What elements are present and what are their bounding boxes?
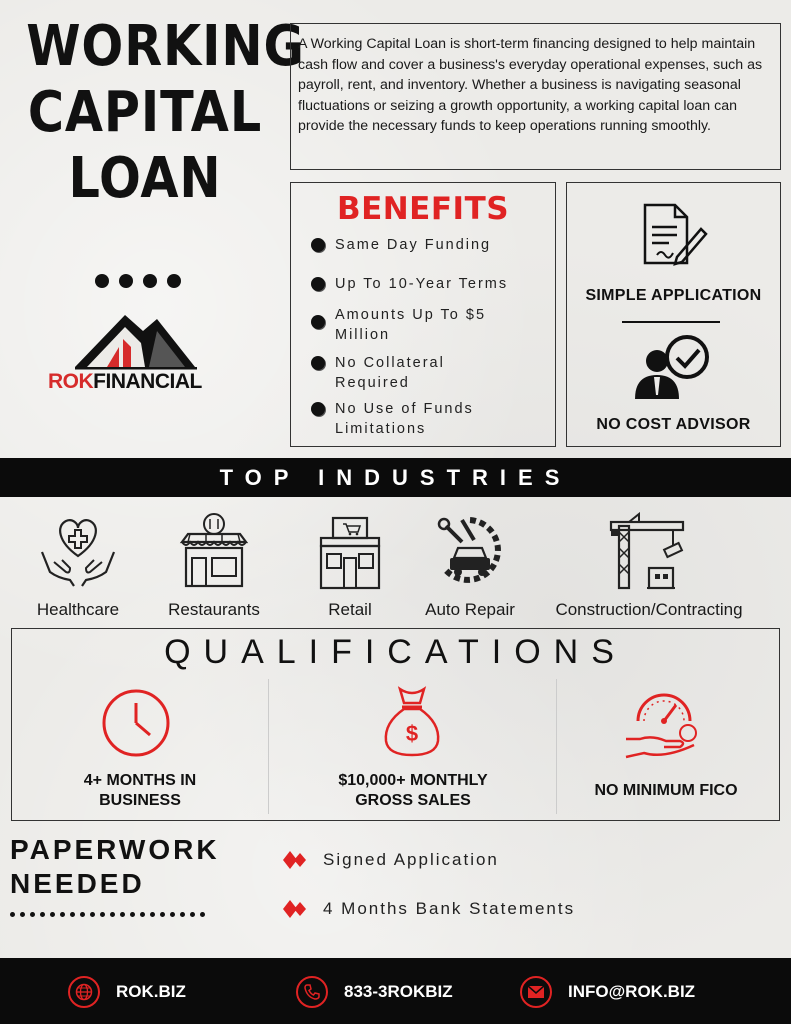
industry-label: Auto Repair: [425, 600, 515, 619]
benefit-item: [311, 399, 541, 439]
intro-paragraph: A Working Capital Loan is short-term financing designed to help maintain cash flow and cover a business's everyday operational expenses, such as payroll, rent, and inventory. Whether a business is navigating seasonal fluctuations or seizing a growth opportunity, a working capital loan can provide the necessary funds to keep operations running smoothly.: [290, 23, 781, 170]
crane-icon: [609, 512, 689, 590]
diamond-bullet-icon: [283, 899, 309, 919]
money-bag-icon: [380, 685, 444, 759]
paperwork-title-line: NEEDED: [10, 868, 145, 899]
paperwork-text: 4 Months Bank Statements: [323, 899, 576, 918]
footer-email[interactable]: [520, 976, 695, 1008]
no-cost-advisor-label: NO COST ADVISOR: [596, 416, 751, 433]
website-link[interactable]: ROK.BIZ: [116, 982, 186, 1001]
gauge-hand-icon: [624, 689, 706, 761]
title-line-3: LOAN: [68, 146, 222, 211]
title-line-1: WORKING: [26, 14, 305, 79]
paperwork-item: [283, 850, 499, 870]
industry-restaurants: [160, 512, 268, 619]
divider: [268, 679, 269, 814]
dollar-sign: $: [405, 721, 419, 746]
qualification-line: BUSINESS: [99, 792, 181, 809]
industry-construction: [540, 512, 758, 619]
industry-label: Restaurants: [168, 600, 260, 619]
benefit-text: No Use of Funds Limitations: [335, 401, 474, 437]
document-pen-icon: [639, 201, 709, 271]
benefit-text: Up To 10-Year Terms: [335, 276, 509, 292]
auto-repair-icon: [432, 512, 508, 590]
benefit-item: [311, 274, 541, 294]
divider: [622, 321, 720, 323]
bullet-icon: [311, 402, 325, 416]
decorative-dots: [95, 274, 181, 288]
industry-label: Retail: [328, 600, 372, 619]
industry-auto-repair: [416, 512, 524, 619]
footer-phone[interactable]: [296, 976, 453, 1008]
benefit-item: [311, 235, 541, 255]
industry-healthcare: [24, 512, 132, 619]
industry-retail: [296, 512, 404, 619]
qualification-label: [40, 771, 240, 811]
clock-icon: [100, 687, 172, 759]
benefits-title: BENEFITS: [336, 191, 510, 227]
bullet-icon: [311, 315, 325, 329]
qualification-line: NO MINIMUM FICO: [594, 782, 738, 799]
brand-red: ROK: [48, 370, 94, 393]
phone-link[interactable]: 833-3ROKBIZ: [344, 982, 453, 1001]
bullet-icon: [311, 238, 325, 252]
globe-icon: [68, 976, 100, 1008]
qualification-label: [564, 781, 768, 801]
benefit-text: No Collateral Required: [335, 355, 445, 391]
page-title: [26, 14, 305, 212]
qualifications-title: QUALIFICATIONS: [164, 633, 627, 671]
qualification-line: GROSS SALES: [355, 792, 471, 809]
top-industries-banner: TOP INDUSTRIES: [0, 458, 791, 497]
qualification-label: [308, 771, 518, 811]
decorative-dots: [10, 912, 205, 917]
brand-black: FINANCIAL: [93, 370, 202, 393]
simple-application-label: SIMPLE APPLICATION: [585, 287, 762, 304]
benefit-item: [311, 305, 541, 345]
heart-hands-icon: [38, 512, 118, 590]
bullet-icon: [311, 277, 325, 291]
benefit-text: Amounts Up To $5 Million: [335, 307, 487, 343]
brand-wordmark: [48, 370, 202, 394]
qualification-line: 4+ MONTHS IN: [83, 772, 197, 789]
benefit-item: [311, 353, 541, 393]
benefits-box: [290, 182, 556, 447]
restaurant-icon: [178, 512, 250, 590]
divider: [556, 679, 557, 814]
qualifications-box: [11, 628, 780, 821]
diamond-bullet-icon: [283, 850, 309, 870]
paperwork-title-line: PAPERWORK: [10, 834, 220, 865]
paperwork-title: [10, 833, 220, 901]
paperwork-text: Signed Application: [323, 850, 499, 869]
mail-icon: [520, 976, 552, 1008]
industry-label: Healthcare: [36, 600, 120, 619]
features-box: [566, 182, 781, 447]
paperwork-item: [283, 899, 575, 919]
benefit-text: Same Day Funding: [335, 237, 492, 253]
phone-icon: [296, 976, 328, 1008]
email-link[interactable]: INFO@ROK.BIZ: [568, 982, 696, 1001]
footer: [0, 958, 791, 1024]
advisor-check-icon: [631, 331, 717, 403]
bullet-icon: [311, 356, 325, 370]
footer-website[interactable]: [68, 976, 186, 1008]
qualification-line: $10,000+ MONTHLY: [338, 772, 488, 789]
retail-store-icon: [317, 512, 383, 590]
title-line-2: CAPITAL: [27, 80, 263, 145]
industry-label: Construction/Contracting: [555, 600, 743, 619]
